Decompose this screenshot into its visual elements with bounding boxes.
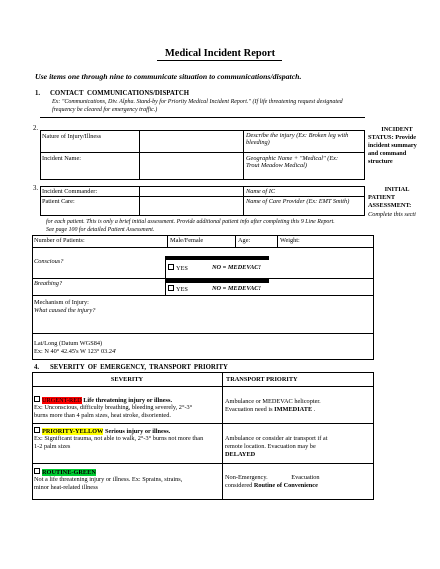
commander-label: Incident Commander: xyxy=(42,188,98,195)
priority-desc2: 1-2 palm sizes xyxy=(34,443,71,450)
checkbox-icon xyxy=(168,264,174,270)
priority-yellow-tag: PRIORITY-YELLOW xyxy=(42,428,104,435)
routine-transport-text: considered xyxy=(225,482,253,489)
urgent-row-lead xyxy=(34,396,172,404)
checkbox-icon xyxy=(34,396,40,402)
patient-note-line1: for each patient. This is only a brief initial assessment. Provide additional patient info after completing this 9 Line Report. xyxy=(46,219,335,225)
urgent-transport-priority: IMMEDIATE xyxy=(274,406,313,413)
priority-row-lead xyxy=(34,427,170,435)
checkbox-icon xyxy=(34,468,40,474)
urgent-desc2: burns more than 4 palm sizes, heat stroke, disoriented. xyxy=(34,412,171,419)
section4-heading: SEVERITY OF EMERGENCY, TRANSPORT PRIORITY xyxy=(50,364,228,371)
priority-transport1: Ambulance or consider air transport if at xyxy=(225,435,328,442)
incident-status-line: and command xyxy=(368,150,407,157)
priority-lead: Serious injury or illness. xyxy=(104,428,171,435)
section2-number: 2. xyxy=(33,125,39,132)
incident-status-title: INCIDENT xyxy=(381,126,413,133)
conscious-yes-option[interactable] xyxy=(168,264,188,272)
routine-transport-priority: Routine of Convenience xyxy=(253,482,318,489)
mechanism-label: Mechanism of Injury: xyxy=(34,299,89,306)
incident-status-line: structure xyxy=(368,158,393,165)
routine-row-lead xyxy=(34,468,96,476)
urgent-transport2 xyxy=(225,406,315,413)
section1-number: 1. xyxy=(35,90,41,97)
checkbox-icon xyxy=(168,285,174,291)
yes-label: YES xyxy=(176,286,188,293)
urgent-red-tag: URGENT-RED xyxy=(42,397,82,404)
patient-care-hint: Name of Care Provider (Ex: EMT Smith) xyxy=(246,198,350,205)
sex-label: Male/Female xyxy=(170,237,204,244)
nature-hint: Describe the injury (Ex: Broken leg with bleeding) xyxy=(246,132,349,146)
conscious-label: Conscious? xyxy=(34,258,64,265)
section4-number: 4. xyxy=(34,364,40,371)
routine-green-tag: ROUTINE-GREEN xyxy=(42,469,96,476)
routine-transport1: Non-Emergency. Evacuation xyxy=(225,474,320,481)
section1-example-line2: frequency be cleared for emergency traffic.) xyxy=(52,107,158,113)
weight-label: Weight: xyxy=(280,237,300,244)
urgent-transport-end: . xyxy=(313,406,316,413)
patient-note-line2: See page 100 for detailed Patient Assessment. xyxy=(46,227,155,233)
incident-name-hint: Geographic Name + "Medical" (Ex: Trout Meadow Medical) xyxy=(246,155,339,169)
urgent-transport1: Ambulance or MEDEVAC helicopter. xyxy=(225,398,321,405)
priority-desc1: Ex: Significant trauma, not able to walk, 2°-3° burns not more than xyxy=(34,435,204,442)
initial-title: INITIAL xyxy=(384,186,410,193)
title-underline xyxy=(157,60,282,61)
severity-column-header: SEVERITY xyxy=(110,376,144,383)
breathing-label: Breathing? xyxy=(34,280,63,287)
page-title: Medical Incident Report xyxy=(164,48,276,59)
urgent-desc1: Ex: Unconscious, difficulty breathing, bleeding severely, 2°-3° xyxy=(34,404,193,411)
yes-label: YES xyxy=(176,265,188,272)
nature-label: Nature of Injury/Illness xyxy=(42,133,102,140)
checkbox-icon xyxy=(34,427,40,433)
urgent-transport-text: Evacuation need is xyxy=(225,406,273,413)
initial-line: PATIENT xyxy=(368,194,396,201)
section1-example-line1: Ex: "Communications, Div. Alpha. Stand-by for Priority Medical Incident Report." (If life threatening request designated xyxy=(52,99,343,105)
latlong-example: Ex: N 40° 42.45's W 123° 03.24' xyxy=(34,348,117,355)
initial-line: ASSESSMENT: xyxy=(368,202,412,209)
number-of-patients-label: Number of Patients: xyxy=(34,237,85,244)
commander-hint: Name of IC xyxy=(246,188,276,195)
routine-transport2 xyxy=(225,482,318,489)
routine-desc1: Not a life threatening injury or illness. Ex: Sprains, strains, xyxy=(34,476,183,483)
urgent-lead: Life threatening injury or illness. xyxy=(83,397,173,404)
incident-name-label: Incident Name: xyxy=(42,155,81,162)
breathing-yes-option[interactable] xyxy=(168,285,188,293)
section3-number: 3. xyxy=(33,185,39,192)
intro-text: Use items one through nine to communicate situation to communications/dispatch. xyxy=(35,72,302,81)
incident-status-line: STATUS: Provide xyxy=(368,134,417,141)
patient-care-label: Patient Care: xyxy=(42,198,75,205)
transport-column-header: TRANSPORT PRIORITY xyxy=(226,376,298,383)
age-label: Age: xyxy=(238,237,251,244)
breathing-no-option[interactable]: NO = MEDEVAC! xyxy=(212,285,261,292)
section1-rule xyxy=(40,117,365,118)
priority-transport-priority: DELAYED xyxy=(225,451,256,458)
initial-line: Complete this secti xyxy=(368,211,416,218)
routine-desc2: minor heat-related illness xyxy=(34,484,98,491)
section1-heading: CONTACT COMMUNICATIONS/DISPATCH xyxy=(50,90,190,97)
conscious-no-option[interactable]: NO = MEDEVAC! xyxy=(212,264,261,271)
latlong-label: Lat/Long (Datum WGS84) xyxy=(34,340,103,347)
incident-status-line: incident summary xyxy=(368,142,417,149)
mechanism-hint: What caused the injury? xyxy=(34,307,96,314)
priority-transport2: remote location. Evacuation may be xyxy=(225,443,316,450)
